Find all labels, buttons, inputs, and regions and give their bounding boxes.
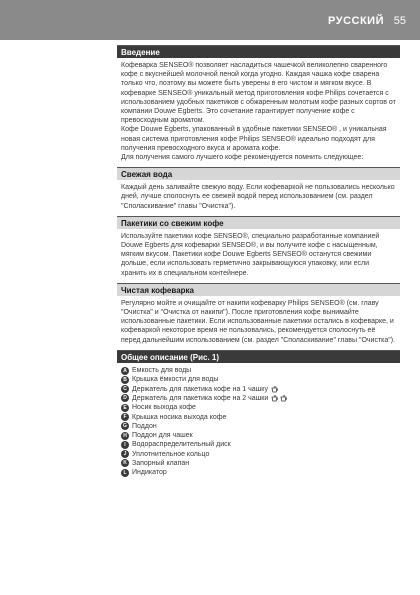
list-item-label: Водораспределительный диск: [132, 441, 231, 449]
coffee-cup-icon: [271, 386, 279, 393]
list-item-label: Уплотнительное кольцо: [132, 450, 210, 458]
letter-badge: G: [121, 422, 129, 430]
list-item: [121, 459, 396, 468]
letter-badge: K: [121, 459, 129, 467]
list-item: [121, 394, 396, 403]
intro-text: [117, 58, 400, 165]
list-item: [121, 450, 396, 459]
letter-badge: E: [121, 404, 129, 412]
letter-badge: H: [121, 432, 129, 440]
list-item: [121, 384, 396, 393]
letter-badge: I: [121, 441, 129, 449]
section-title-intro: Введение: [117, 45, 400, 58]
list-item-label: Держатель для пакетика кофе на 2 чашки: [132, 394, 269, 402]
list-item: [121, 366, 396, 375]
letter-badge: B: [121, 376, 129, 384]
letter-badge: F: [121, 413, 129, 421]
list-item-label: Запорный клапан: [132, 459, 190, 467]
list-item-label: Крышка носика выхода кофе: [132, 413, 227, 421]
document-body: [117, 43, 400, 477]
water-text: Каждый день заливайте свежую воду. Если кофеваркой не пользовались несколько дней, лучше сполоснуть ее свежей водой перед использованием (см. раздел "Споласкивание" главы "Очистка").: [121, 184, 395, 210]
list-item: [121, 440, 396, 449]
intro-paragraph-1: Кофеварка SENSEO® позволяет насладиться чашечкой великолепно сваренного кофе с вкуснейшей молочной пеной когда угодно. Каждая чашка кофе сварена только что, поэтому вы можете быть уверены в его чистом и мягком вкусе. В кофеварке SENSEO® уникальный метод приготовления кофе Philips сочетается с использованием удобных пакетиков с обжаренным молотым кофе разных сортов от компании Douwe Egberts. Это сочетание гарантирует получение кофе с превосходным ароматом.: [121, 62, 396, 125]
list-item-label: Поддон для чашек: [132, 432, 193, 440]
list-item-label: Емкость для воды: [132, 367, 192, 375]
letter-badge: C: [121, 385, 129, 393]
list-item-label: Носик выхода кофе: [132, 404, 196, 412]
section-title-clean: Чистая кофеварка: [117, 283, 400, 296]
letter-badge: A: [121, 367, 129, 375]
list-item: [121, 412, 396, 421]
page-header: [0, 0, 420, 40]
section-title-water: Свежая вода: [117, 167, 400, 180]
coffee-cup-icon: [271, 395, 279, 402]
pods-text: Используйте пакетики кофе SENSEO®, специально разработанные компанией Douwe Egberts для кофеварки SENSEO®, и вы получите кофе с насыщенным, мягким вкусом. Пакетики кофе Douwe Egberts SENSEO® останутся свежими дольше, если использовать герметично закрывающуюся упаковку, или если хранить их в специальном контейнере.: [121, 232, 380, 277]
list-item: [121, 403, 396, 412]
intro-paragraph-3: Для получения самого лучшего кофе рекомендуется помнить следующее:: [121, 154, 364, 162]
coffee-cup-icon: [280, 395, 288, 402]
section-title-pods: Пакетики со свежим кофе: [117, 216, 400, 229]
language-label: РУССКИЙ: [328, 15, 384, 27]
letter-badge: L: [121, 469, 129, 477]
list-item-label: Индикатор: [132, 469, 167, 477]
list-item-label: Держатель для пакетика кофе на 1 чашку: [132, 385, 268, 393]
letter-badge: D: [121, 394, 129, 402]
list-item-label: Поддон: [132, 422, 157, 430]
letter-badge: J: [121, 450, 129, 458]
parts-list: [117, 363, 400, 478]
section-title-overview: Общее описание (Рис. 1): [117, 350, 400, 363]
page-number: 55: [393, 15, 406, 27]
clean-text: Регулярно мойте и очищайте от накипи кофеварку Philips SENSEO® (см. главу "Очистка" и "Очистка от накипи"). После приготовления кофе вынимайте использованные пакетики. Если использованные пакетики остались в кофеварке, и кофеваркой некоторое время не пользовались, рекомендуется сполоснуть её перед дальнейшим использованием (см. раздел "Споласкивание" главы "Очистка").: [121, 299, 396, 344]
list-item: [121, 375, 396, 384]
list-item: [121, 422, 396, 431]
list-item-label: Крышка ёмкости для воды: [132, 376, 219, 384]
intro-paragraph-2: Кофе Douwe Egberts, упакованный в удобные пакетики SENSEO® , и уникальная новая система приготовления кофе Philips SENSEO® идеально подходят для получения превосходного вкуса и аромата кофе.: [121, 126, 387, 152]
list-item: [121, 468, 396, 477]
list-item: [121, 431, 396, 440]
